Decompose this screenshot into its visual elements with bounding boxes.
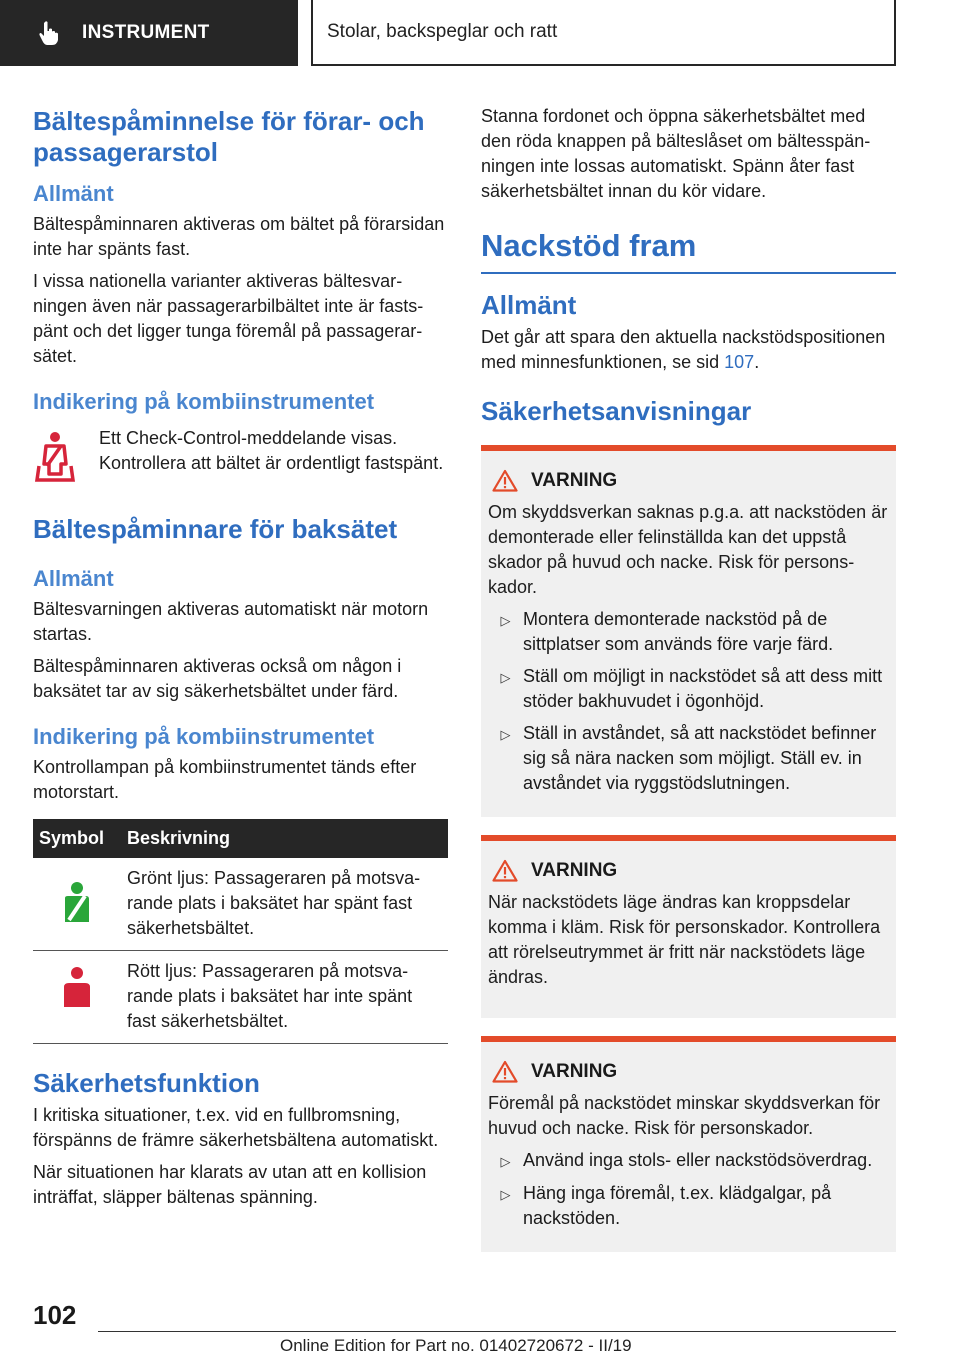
table-row (33, 951, 448, 1044)
section-label: INSTRUMENT (82, 22, 210, 43)
heading-general: Allmänt (33, 566, 114, 591)
warning-text: Om skyddsverkan saknas p.g.a. att nackstöden är demonterade eller felinställda kan det uppstå skador på huvud och nacke. Risk för personskador. (488, 502, 888, 597)
list-item: ▷ Använd inga stols- eller nackstödsöverdrag. (488, 1148, 889, 1174)
footer-divider (98, 1331, 896, 1332)
page-reference-link[interactable]: 107 (724, 352, 755, 372)
page-header (0, 0, 960, 66)
page-number: 102 (33, 1300, 77, 1330)
paragraph-text: Det går att spara den aktuella nackstödspositionen med minnesfunktionen, se sid (481, 327, 886, 372)
paragraph: Bältesvarningen aktiveras automatiskt när motorn startas. (33, 599, 429, 644)
bullet-marker: ▷ (500, 670, 511, 685)
bullet-marker: ▷ (500, 727, 511, 742)
warning-title: VARNING (531, 859, 618, 881)
table-header-symbol: Symbol (33, 819, 121, 858)
red-passenger-icon (59, 967, 95, 1007)
warning-triangle-icon (492, 1060, 518, 1083)
heading-indication: Indikering på kombiinstrumentet (33, 724, 375, 749)
symbol-table (33, 819, 448, 1044)
paragraph: Stanna fordonet och öppna säkerhetsbältet med den röda knappen på bälteslåset om bältesspänningen inte lossas automatiskt. Spänn åter fast säkerhetsbältet innan du kör vidare. (481, 106, 871, 201)
edition-text: Online Edition for Part no. 01402720672 - II/19 (280, 1336, 632, 1355)
page-topic: Stolar, backspeglar och ratt (311, 0, 896, 66)
bullet-list (488, 1148, 889, 1231)
list-item: ▷ Ställ om möjligt in nackstödet så att dess mitt stöder bakhuvudet i ögonhöjd. (488, 664, 889, 714)
warning-title: VARNING (531, 469, 618, 491)
right-column (481, 96, 896, 1252)
warning-text: Föremål på nackstödet minskar skyddsverkan för huvud och nacke. Risk för personskador. (488, 1093, 881, 1138)
heading-belt-reminder-rear: Bältespåminnare för baksätet (33, 514, 398, 544)
warning-triangle-icon (492, 859, 518, 882)
paragraph: Ett Check-Control-meddelande visas. Kontrollera att bältet är ordentligt fastspänt. (99, 428, 444, 473)
bullet-marker: ▷ (500, 1187, 511, 1202)
heading-belt-reminder-front: Bältespåminnelse för förar- och passagerarstol (33, 106, 425, 167)
left-column (33, 96, 448, 1210)
paragraph: När situationen har klarats av utan att en kollision inträffat, släpper bältenas spänning. (33, 1162, 427, 1207)
table-cell-description: Rött ljus: Passageraren på motsvarande plats i baksätet har inte spänt fast säkerhetsbältet. (127, 961, 413, 1031)
table-row (33, 858, 448, 951)
heading-indication: Indikering på kombiinstrumentet (33, 389, 375, 414)
paragraph: Bältespåminnaren aktiveras också om någon i baksätet tar av sig säkerhetsbältet under färd. (33, 656, 402, 701)
indication-row (33, 426, 448, 487)
warning-box (481, 445, 896, 817)
warning-box (481, 835, 896, 1018)
paragraph: I kritiska situationer, t.ex. vid en fullbromsning, förspänns de främre säkerhetsbältena automatiskt. (33, 1105, 439, 1150)
warning-box (481, 1036, 896, 1252)
heading-general: Allmänt (481, 290, 577, 320)
list-item: ▷ Ställ in avståndet, så att nackstödet befinner sig så nära nacken som möjligt. Ställ ev. in avståndet via ryggstödslutningen. (488, 721, 889, 796)
paragraph: Bältespåminnaren aktiveras om bältet på förarsidan inte har spänts fast. (33, 214, 445, 259)
heading-safety-notes: Säkerhetsanvisningar (481, 396, 752, 426)
warning-triangle-icon (492, 469, 518, 492)
table-cell-description: Grönt ljus: Passageraren på motsvarande plats i baksätet har spänt fast säkerhetsbältet. (127, 868, 421, 938)
paragraph: I vissa nationella varianter aktiveras bältesvarningen även när passagerarbilbältet inte är fastspänt och det ligger tunga föremål på passagerarsätet. (33, 271, 424, 366)
bullet-list (488, 607, 889, 796)
seatbelt-warning-icon (33, 426, 99, 487)
paragraph (481, 325, 896, 375)
section-tab[interactable] (0, 0, 298, 66)
green-seatbelt-icon (59, 882, 95, 922)
heading-front-headrest: Nackstöd fram (481, 226, 896, 274)
paragraph: Kontrollampan på kombiinstrumentet tänds efter motorstart. (33, 757, 417, 802)
paragraph-text: . (754, 352, 760, 372)
hand-pointer-icon (38, 20, 60, 46)
bullet-marker: ▷ (500, 1154, 511, 1169)
bullet-marker: ▷ (500, 613, 511, 628)
warning-title: VARNING (531, 1060, 618, 1082)
list-item: ▷ Montera demonterade nackstöd på de sittplatser som används före varje färd. (488, 607, 889, 657)
table-header-description: Beskrivning (121, 819, 448, 858)
list-item: ▷ Häng inga föremål, t.ex. klädgalgar, på nackstöden. (488, 1181, 889, 1231)
warning-text: När nackstödets läge ändras kan kroppsdelar komma i kläm. Risk för personskador. Kontrollera att rörelseutrymmet är fritt när nackstödets läge ändras. (488, 892, 881, 987)
heading-safety-function: Säkerhetsfunktion (33, 1068, 260, 1098)
heading-general: Allmänt (33, 181, 114, 206)
